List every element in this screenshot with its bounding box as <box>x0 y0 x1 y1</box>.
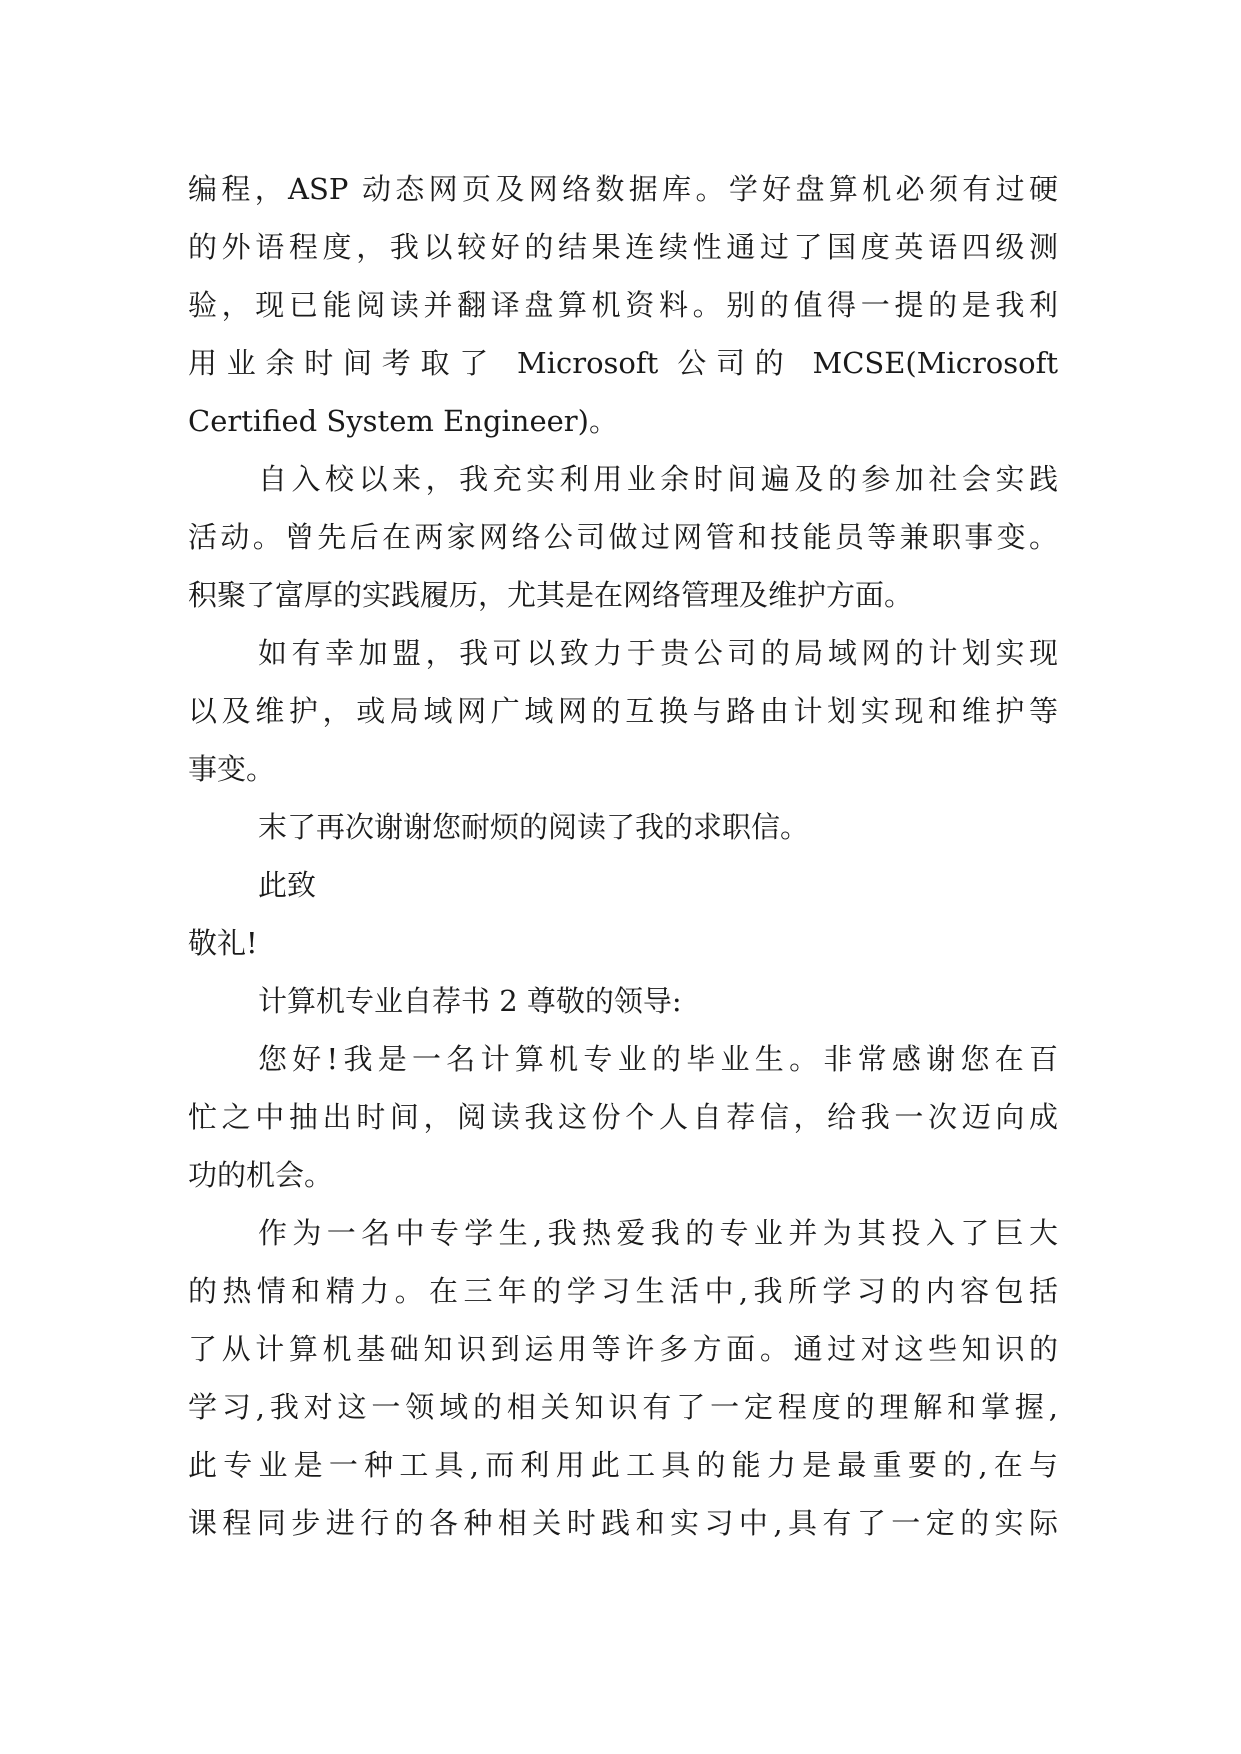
text-line: 敬礼! <box>188 926 258 960</box>
text-line: 用业余时间考取了 Microsoft 公司的 MCSE(Microsoft <box>188 346 1058 380</box>
closing-regards <box>188 914 1058 972</box>
text-line: 此致 <box>258 868 317 902</box>
text-line: 活动。曾先后在两家网络公司做过网管和技能员等兼职事变。 <box>188 520 1058 554</box>
text-line: 的外语程度，我以较好的结果连续性通过了国度英语四级测 <box>188 230 1058 264</box>
paragraph-contribution <box>188 624 1058 798</box>
paragraph-greeting <box>188 1030 1058 1204</box>
paragraph-thanks <box>188 798 1058 856</box>
second-letter-heading <box>188 972 1058 1030</box>
text-line: 末了再次谢谢您耐烦的阅读了我的求职信。 <box>258 810 810 844</box>
paragraph-skills <box>188 160 1058 450</box>
text-line: 课程同步进行的各种相关时践和实习中,具有了一定的实际 <box>188 1506 1058 1540</box>
text-line: 验，现已能阅读并翻译盘算机资料。别的值得一提的是我利 <box>188 288 1058 322</box>
text-line: 的热情和精力。在三年的学习生活中,我所学习的内容包括 <box>188 1274 1058 1308</box>
text-line: 忙之中抽出时间，阅读我这份个人自荐信，给我一次迈向成 <box>188 1100 1058 1134</box>
text-line: 积聚了富厚的实践履历，尤其是在网络管理及维护方面。 <box>188 578 914 612</box>
text-line: 事变。 <box>188 752 276 786</box>
paragraph-practice <box>188 450 1058 624</box>
text-line: 作为一名中专学生,我热爱我的专业并为其投入了巨大 <box>258 1216 1058 1250</box>
text-line: 计算机专业自荐书 2 尊敬的领导: <box>258 984 682 1018</box>
text-line: Certified System Engineer)。 <box>188 404 618 438</box>
closing-salutation <box>188 856 1058 914</box>
paragraph-study <box>188 1204 1058 1552</box>
text-line: 编程，ASP 动态网页及网络数据库。学好盘算机必须有过硬 <box>188 172 1058 206</box>
text-line: 以及维护，或局域网广域网的互换与路由计划实现和维护等 <box>188 694 1058 728</box>
text-line: 功的机会。 <box>188 1158 334 1192</box>
text-line: 学习,我对这一领域的相关知识有了一定程度的理解和掌握, <box>188 1390 1058 1424</box>
text-line: 此专业是一种工具,而利用此工具的能力是最重要的,在与 <box>188 1448 1058 1482</box>
text-line: 了从计算机基础知识到运用等许多方面。通过对这些知识的 <box>188 1332 1058 1366</box>
text-line: 如有幸加盟，我可以致力于贵公司的局域网的计划实现 <box>258 636 1058 670</box>
letter-body <box>188 160 1058 1552</box>
text-line: 自入校以来，我充实利用业余时间遍及的参加社会实践 <box>258 462 1058 496</box>
text-line: 您好!我是一名计算机专业的毕业生。非常感谢您在百 <box>258 1042 1058 1076</box>
